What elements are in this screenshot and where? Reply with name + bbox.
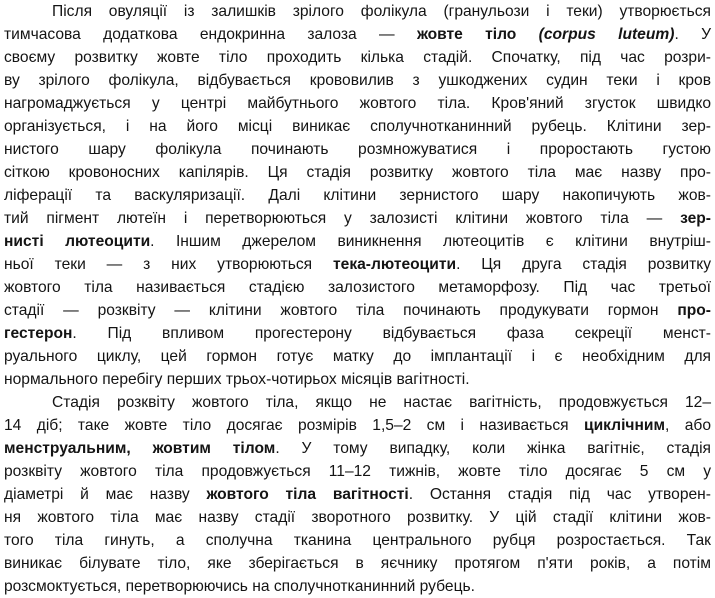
text-run: Після овуляції із залишків зрілого фолікула (гранульози і теки) утворюється xyxy=(52,3,711,20)
text-line xyxy=(4,506,711,529)
text-run: . Іншим джерелом виникнення лютеоцитів є клітини внутріш- xyxy=(150,233,712,250)
text-line xyxy=(4,161,711,184)
text-line xyxy=(4,368,711,391)
text-run: ліферації та васкуляризації. Далі клітини зернистого шару накопичують жов- xyxy=(4,187,711,204)
text-run: . У тому випадку, коли жінка вагітніє, стадія xyxy=(275,440,711,457)
text-line xyxy=(4,0,711,23)
emphasized-term: менструальним, жовтим тілом xyxy=(4,440,276,457)
text-run xyxy=(516,26,538,43)
text-run: тий пігмент лютеїн і перетворюються у залозисті клітини жовтого тіла — xyxy=(4,210,681,227)
emphasized-term: про- xyxy=(677,302,711,319)
text-line xyxy=(4,138,711,161)
text-line xyxy=(4,184,711,207)
text-run: нистого шару фолікула починають розмножуватися і проростають густою xyxy=(4,141,711,158)
text-run: 14 діб; таке жовте тіло досягає розмірів 1,5–2 см і називається xyxy=(4,417,584,434)
text-run: того тіла гинуть, а сполучна тканина центрального рубця розростається. Так xyxy=(4,532,711,549)
text-run: організується, і на його місці виникає сполучнотканинний рубець. Клітини зер- xyxy=(4,118,711,135)
text-line xyxy=(4,92,711,115)
text-line xyxy=(4,575,711,598)
text-run: ньої теки — з них утворюються xyxy=(4,256,334,273)
text-line xyxy=(4,391,711,414)
text-run: . Ця друга стадія розвитку xyxy=(456,256,712,273)
text-line xyxy=(4,253,711,276)
text-line xyxy=(4,345,711,368)
emphasized-term: циклічним xyxy=(584,417,665,434)
text-line xyxy=(4,529,711,552)
document-page xyxy=(4,0,712,595)
text-run: . Під впливом прогестерону відбувається фаза секреції менст- xyxy=(72,325,711,342)
text-run: діаметрі й має назву xyxy=(4,486,207,503)
text-run: розсмоктується, перетворюючись на сполучнотканинний рубець. xyxy=(4,578,475,595)
text-run: нормального перебігу перших трьох-чотирьох місяців вагітності. xyxy=(4,371,470,388)
text-line xyxy=(4,437,711,460)
text-run: . Остання стадія під час утворен- xyxy=(408,486,711,503)
emphasized-term: жовте тіло xyxy=(416,26,517,43)
text-run: ня жовтого тіла має назву стадії зворотного розвитку. У цій стадії клітини жов- xyxy=(4,509,711,526)
emphasized-term: (corpus luteum) xyxy=(538,26,675,43)
text-run: руального циклу, цей гормон готує матку до імплантації і є необхідним для xyxy=(4,348,711,365)
text-run: стадії — розквіту — клітини жовтого тіла починають продукувати гормон xyxy=(4,302,678,319)
text-line xyxy=(4,414,711,437)
text-run: нагромаджується у центрі майбутнього жовтого тіла. Кров'яний згусток швидко xyxy=(4,95,711,112)
text-run: сіткою кровоносних капілярів. Ця стадія розвитку жовтого тіла має назву про- xyxy=(4,164,711,181)
text-run: тимчасова додаткова ендокринна залоза — xyxy=(4,26,417,43)
emphasized-term: тека-лютеоцити xyxy=(333,256,457,273)
text-line xyxy=(4,299,711,322)
text-line xyxy=(4,322,711,345)
emphasized-term: гестерон xyxy=(4,325,73,342)
emphasized-term: жовтого тіла вагітності xyxy=(206,486,409,503)
text-line xyxy=(4,483,711,506)
text-line xyxy=(4,46,711,69)
text-run: своєму розвитку жовте тіло проходить кілька стадій. Спочатку, під час розри- xyxy=(4,49,711,66)
text-run: жовтого тіла називається стадією залозистого метаморфозу. Під час третьої xyxy=(4,279,711,296)
text-line xyxy=(4,115,711,138)
text-line xyxy=(4,207,711,230)
emphasized-term: нисті лютеоцити xyxy=(4,233,151,250)
text-run: . У xyxy=(674,26,711,43)
text-line xyxy=(4,230,711,253)
text-run: ву зрілого фолікула, відбувається крововилив з ушкоджених судин теки і кров xyxy=(4,72,711,89)
text-run: Стадія розквіту жовтого тіла, якщо не настає вагітність, продовжується 12– xyxy=(52,394,711,411)
text-line xyxy=(4,69,711,92)
text-run: розквіту жовтого тіла продовжується 11–12 тижнів, жовте тіло досягає 5 см у xyxy=(4,463,711,480)
text-run: виникає білувате тіло, яке зберігається в яєчнику протягом п'яти років, а потім xyxy=(4,555,711,572)
text-line xyxy=(4,276,711,299)
text-line xyxy=(4,23,711,46)
text-run: , або xyxy=(665,417,711,434)
emphasized-term: зер- xyxy=(680,210,711,227)
text-line xyxy=(4,552,711,575)
